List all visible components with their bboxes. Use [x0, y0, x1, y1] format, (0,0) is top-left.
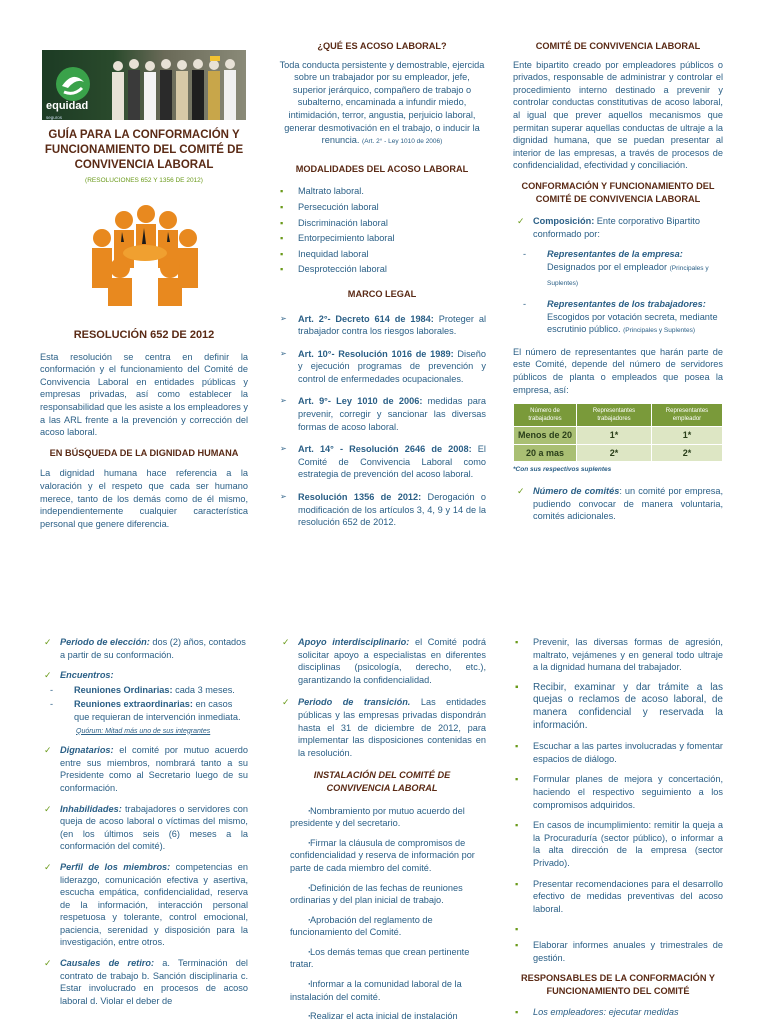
list-item: ➢ Art. 14° - Resolución 2646 de 2008: El Comité de Convivencia Laboral como estrategia de prevención del acoso laboral. — [278, 443, 486, 481]
list-item: ▪ Desprotección laboral — [278, 263, 486, 276]
modalidades-title: MODALIDADES DEL ACOSO LABORAL — [295, 163, 469, 174]
list-item: ✓ Composición: Ente corporativo Bipartito conformado por: — [513, 215, 723, 240]
funcionamiento-list — [40, 636, 248, 1007]
acoso-title: ¿QUÉ ES ACOSO LABORAL? — [317, 41, 447, 51]
table-cell: 1* — [577, 427, 652, 445]
conformacion-title: CONFORMACIÓN Y FUNCIONAMIENTO DEL COMITÉ DE CONVIVENCIA LABORAL — [521, 180, 715, 204]
teamwork-figure — [84, 198, 204, 308]
table-cell: 2* — [577, 444, 652, 462]
list-item: ✓ Periodo de transición. Las entidades públicas y las empresas privadas dispondrán hasta el 31 de diciembre de 2012, para implementar las disposiciones contenidas en la resolución. — [278, 696, 486, 759]
column-3 — [513, 40, 723, 526]
header-banner — [42, 50, 246, 120]
list-item: ✓ Inhabilidades: trabajadores o servidores con queja de acoso laboral o víctimas del mismo, (en los últimos seis (6) meses a la conformación del comité). — [40, 803, 248, 853]
list-item: ✓ Periodo de elección: dos (2) años, contados a partir de su conformación. — [40, 636, 248, 661]
column-1 — [40, 40, 248, 537]
list-item: · Nombramiento por mutuo acuerdo del presidente y del secretario. — [278, 805, 486, 830]
list-item: ▪ Persecución laboral — [278, 201, 486, 214]
teamwork-hands-icon — [84, 198, 204, 308]
list-item: ✓ Número de comités: un comité por empresa, pudiendo convocar de manera voluntaria, comités adicionales. — [513, 485, 723, 523]
logo-text: equidad — [46, 100, 89, 112]
table-cell: 1* — [651, 427, 722, 445]
funciones-list — [513, 636, 723, 964]
column-3-bottom — [513, 636, 723, 1018]
list-item: - Reuniones extraordinarias: en casos que requieran de intervención inmediata. — [40, 698, 248, 723]
marco-legal-list — [278, 313, 486, 529]
column-2-bottom — [278, 636, 486, 1030]
numero-representantes-text: El número de representantes que harán parte de este Comité, depende del número de servidores públicos de planta o empleados que posea la empresa, así: — [513, 346, 723, 395]
table-cell: 2* — [651, 444, 722, 462]
dignity-text: La dignidad humana hace referencia a la valoración y el respeto que cada ser humano merece, tanto de los demás como de él mismo, independientemente cualquier característica personal que genere diferencia. — [40, 468, 248, 529]
column-2 — [278, 40, 486, 539]
list-item: · Aprobación del reglamento de funcionamiento del Comité. — [278, 914, 486, 939]
list-item: · Definición de las fechas de reuniones ordinarias y del plan inicial de trabajo. — [278, 882, 486, 907]
list-item: ➢ Resolución 1356 de 2012: Derogación o modificación de los artículos 3, 4, 9 y 14 de la resolución 652 de 2012. — [278, 491, 486, 529]
modalidades-list — [278, 185, 486, 276]
guide-title: GUÍA PARA LA CONFORMACIÓN Y FUNCIONAMIENTO DEL COMITÉ DE CONVIVENCIA LABORAL — [44, 129, 244, 171]
resolution-text: Esta resolución se centra en definir la conformación y el funcionamiento del Comité de Convivencia Laboral en entidades públicas y empresas privadas, así como establecer la responsabilidad que les asiste a los empleadores y a las ARL frente a la prevención y corrección del acoso laboral. — [40, 351, 248, 438]
list-item: ✓ Apoyo interdisciplinario: el Comité podrá solicitar apoyo a especialistas en diferentes disciplinas (psicología, derecho, etc.), garantizando la confidencialidad. — [278, 636, 486, 686]
list-item: ▪ Recibir, examinar y dar trámite a las quejas o reclamos de acoso laboral, de manera confidencial y reservada la información. — [513, 682, 723, 732]
list-item: - Representantes de la empresa: Designados por el empleador (Principales y Suplentes) — [513, 248, 723, 290]
instalacion-title: INSTALACIÓN DEL COMITÉ DE CONVIVENCIA LABORAL — [313, 770, 451, 793]
instalacion-steps — [278, 805, 486, 1023]
list-item: ▪ Inequidad laboral — [278, 248, 486, 261]
list-item: ✓ Dignatarios: el comité por mutuo acuerdo entre sus miembros, nombrará tanto a su Presidente como al Secretario luego de su conformación. — [40, 744, 248, 794]
marco-legal-title: MARCO LEGAL — [347, 288, 417, 299]
list-item: ▪ Entorpecimiento laboral — [278, 232, 486, 245]
table-row — [514, 444, 723, 462]
list-item: - Reuniones Ordinarias: cada 3 meses. — [40, 684, 248, 697]
apoyo-list — [278, 636, 486, 759]
table-cell: 20 a mas — [514, 444, 577, 462]
list-item: - Representantes de los trabajadores: Escogidos por votación secreta, mediante escrutinio público. (Principales y Suplentes) — [513, 298, 723, 338]
list-item: ▪ Maltrato laboral. — [278, 185, 486, 198]
resolution-title: RESOLUCIÓN 652 DE 2012 — [73, 328, 215, 341]
logo-subtext: seguros — [46, 115, 63, 120]
acoso-reference: (Art. 2° - Ley 1010 de 2006) — [362, 138, 443, 146]
comite-title: COMITÉ DE CONVIVENCIA LABORAL — [535, 41, 701, 51]
numero-comites-list — [513, 485, 723, 523]
list-item: · Los demás temas que crean pertinente tratar. — [278, 946, 486, 971]
column-1-bottom — [40, 636, 248, 1015]
representantes-table — [513, 403, 723, 462]
list-item: ▪ Prevenir, las diversas formas de agresión, maltrato, vejámenes y en general todo ultraje a la dignidad humana del trabajador. — [513, 636, 723, 674]
table-header: Representantes empleador — [651, 404, 722, 427]
list-item: ▪ En casos de incumplimiento: remitir la queja a la Procuraduría (sector público), o informar a la alta dirección de la empresa (sector Privado). — [513, 819, 723, 869]
table-header: Número de trabajadores — [514, 404, 577, 427]
list-item: · Firmar la cláusula de compromisos de confidencialidad y reserva de información por parte de cada miembro del comité. — [278, 837, 486, 875]
list-item: ▪ Escuchar a las partes involucradas y fomentar espacios de diálogo. — [513, 740, 723, 765]
list-item: · Informar a la comunidad laboral de la instalación del comité. — [278, 978, 486, 1003]
comite-text: Ente bipartito creado por empleadores públicos o privados, responsable de administrar y controlar el procedimiento interno destinado a prevenir y controlar conductas constitutivas de acoso laboral, al igual que prever aquellos mecanismos que permitan superar aquellas conductas de ultraje a la dignidad humana, que se puedan presentar al interior de las empresas, a través de procesos de confidencialidad, efectividad y conciliación. — [513, 59, 723, 171]
acoso-text: Toda conducta persistente y demostrable, ejercida sobre un trabajador por su empleador, jefe, superior jerárquico, compañero de trabajo o subalterno, encaminada a infundir miedo, intimidación, terror, angustia, perjuicio laboral, generar desmotivación en el trabajo, o inducir la renuncia. (Art. 2° - Ley 1010 de 2006) — [279, 59, 485, 146]
list-item: ▪ Discriminación laboral — [278, 217, 486, 230]
list-item: ✓ Perfil de los miembros: competencias en liderazgo, comunicación efectiva y asertiva, escucha empática, confidencialidad, reserva de la información, interacción personal respetuosa y tolerante, control emocional, paciencia, serenidad y disposición para la investigación, entre otros. — [40, 861, 248, 949]
list-item: ▪ Elaborar informes anuales y trimestrales de gestión. — [513, 939, 723, 964]
list-item: ➢ Art. 9°- Ley 1010 de 2006: medidas para prevenir, corregir y sancionar las diversas formas de acoso laboral. — [278, 395, 486, 433]
composicion-list — [513, 215, 723, 338]
table-note: *Con sus respectivos suplentes — [513, 466, 612, 474]
table-cell: Menos de 20 — [514, 427, 577, 445]
list-item: ✓ Causales de retiro: a. Terminación del contrato de trabajo b. Sanción disciplinaria c. Estar involucrado en procesos de acoso laboral d. Violar el deber de — [40, 957, 248, 1007]
responsables-title: RESPONSABLES DE LA CONFORMACIÓN Y FUNCIONAMIENTO DEL COMITÉ — [521, 973, 715, 997]
people-photo-icon — [106, 52, 246, 120]
list-item: ➢ Art. 10°- Resolución 1016 de 1989: Diseño y ejecución programas de prevención y control de enfermedades ocupacionales. — [278, 348, 486, 386]
quorum-note: Quórum: Mitad más uno de sus integrantes — [76, 727, 211, 735]
table-row — [514, 427, 723, 445]
responsables-text: ▪ Los empleadores: ejecutar medidas — [513, 1006, 723, 1019]
list-item: ▪ Presentar recomendaciones para el desarrollo efectivo de medidas preventivas del acoso laboral. — [513, 878, 723, 916]
dignity-title: EN BÚSQUEDA DE LA DIGNIDAD HUMANA — [49, 447, 239, 458]
list-item: ▪ Formular planes de mejora y concertación, haciendo el respectivo seguimiento a los compromisos adquiridos. — [513, 773, 723, 811]
table-header: Representantes trabajadores — [577, 404, 652, 427]
list-item: · Realizar el acta inicial de instalación — [278, 1010, 486, 1023]
list-item: ✓ Encuentros: — [40, 669, 248, 682]
list-item — [513, 923, 723, 935]
table-header-row — [514, 404, 723, 427]
guide-subtitle: (RESOLUCIONES 652 Y 1356 DE 2012) — [85, 177, 203, 184]
list-item: ➢ Art. 2°- Decreto 614 de 1984: Proteger al trabajador contra los riesgos laborales. — [278, 313, 486, 338]
